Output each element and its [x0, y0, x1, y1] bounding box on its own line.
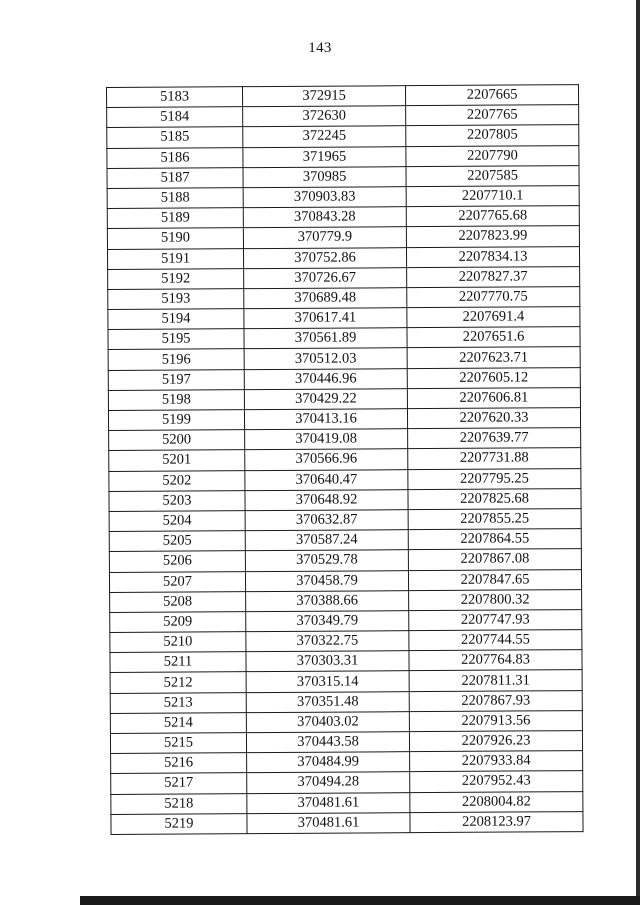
table-row	[110, 650, 582, 673]
scan-right-edge	[636, 0, 640, 905]
x-coordinate-cell: 370726.67	[244, 267, 407, 288]
y-coordinate-cell: 2207691.4	[407, 307, 580, 328]
y-coordinate-cell: 2207731.88	[408, 448, 581, 469]
table-row	[109, 468, 581, 491]
point-number-cell: 5207	[109, 571, 245, 592]
point-number-cell: 5206	[109, 551, 245, 572]
point-number-cell: 5212	[110, 672, 246, 693]
y-coordinate-cell: 2207651.6	[407, 327, 580, 348]
y-coordinate-cell: 2207811.31	[409, 670, 582, 691]
x-coordinate-cell: 370403.02	[246, 711, 409, 732]
y-coordinate-cell: 2207827.37	[407, 266, 580, 287]
x-coordinate-cell: 370587.24	[245, 530, 408, 551]
point-number-cell: 5213	[110, 692, 246, 713]
table-row	[110, 589, 582, 612]
y-coordinate-cell: 2207834.13	[406, 246, 579, 267]
x-coordinate-cell: 370429.22	[244, 388, 407, 409]
table-row	[108, 408, 580, 431]
point-number-cell: 5198	[108, 389, 244, 410]
table-row	[108, 387, 580, 410]
point-number-cell: 5190	[107, 228, 243, 249]
x-coordinate-cell: 372915	[243, 86, 406, 107]
y-coordinate-cell: 2208004.82	[410, 791, 583, 812]
point-number-cell: 5191	[107, 248, 243, 269]
y-coordinate-cell: 2207805	[406, 125, 579, 146]
table-row	[111, 791, 583, 814]
y-coordinate-cell: 2207952.43	[410, 771, 583, 792]
table-row	[107, 246, 579, 269]
x-coordinate-cell: 370512.03	[244, 348, 407, 369]
y-coordinate-cell: 2207864.55	[408, 529, 581, 550]
table-row	[107, 105, 579, 128]
point-number-cell: 5188	[107, 188, 243, 209]
table-row	[109, 569, 581, 592]
x-coordinate-cell: 370481.61	[247, 812, 410, 833]
x-coordinate-cell: 370566.96	[245, 449, 408, 470]
table-row	[108, 327, 580, 350]
table-row	[108, 307, 580, 330]
y-coordinate-cell: 2207623.71	[407, 347, 580, 368]
table-row	[110, 690, 582, 713]
point-number-cell: 5209	[110, 612, 246, 633]
x-coordinate-cell: 370443.58	[246, 732, 409, 753]
x-coordinate-cell: 370640.47	[245, 469, 408, 490]
point-number-cell: 5216	[111, 753, 247, 774]
y-coordinate-cell: 2207933.84	[410, 751, 583, 772]
table-row	[111, 771, 583, 794]
coordinates-table-body	[107, 85, 584, 835]
table-row	[107, 125, 579, 148]
table-row	[110, 609, 582, 632]
point-number-cell: 5197	[108, 369, 244, 390]
x-coordinate-cell: 370419.08	[245, 429, 408, 450]
table-row	[109, 448, 581, 471]
table-row	[107, 206, 579, 229]
x-coordinate-cell: 370351.48	[246, 691, 409, 712]
table-row	[109, 428, 581, 451]
y-coordinate-cell: 2207867.08	[408, 549, 581, 570]
x-coordinate-cell: 370322.75	[246, 631, 409, 652]
y-coordinate-cell: 2207790	[406, 145, 579, 166]
table-row	[109, 529, 581, 552]
x-coordinate-cell: 370752.86	[243, 247, 406, 268]
table-row	[109, 549, 581, 572]
point-number-cell: 5193	[108, 289, 244, 310]
x-coordinate-cell: 372245	[243, 126, 406, 147]
x-coordinate-cell: 370388.66	[246, 590, 409, 611]
x-coordinate-cell: 370529.78	[245, 550, 408, 571]
point-number-cell: 5217	[111, 773, 247, 794]
x-coordinate-cell: 372630	[243, 106, 406, 127]
table-row	[108, 286, 580, 309]
point-number-cell: 5203	[109, 490, 245, 511]
x-coordinate-cell: 370458.79	[245, 570, 408, 591]
point-number-cell: 5189	[107, 208, 243, 229]
point-number-cell: 5195	[108, 329, 244, 350]
point-number-cell: 5194	[108, 309, 244, 330]
y-coordinate-cell: 2207764.83	[409, 650, 582, 671]
table-row	[110, 710, 582, 733]
y-coordinate-cell: 2207747.93	[409, 609, 582, 630]
point-number-cell: 5208	[110, 591, 246, 612]
scan-bottom-edge	[80, 896, 640, 905]
point-number-cell: 5210	[110, 632, 246, 653]
table-row	[107, 165, 579, 188]
y-coordinate-cell: 2207585	[406, 165, 579, 186]
y-coordinate-cell: 2207913.56	[409, 710, 582, 731]
y-coordinate-cell: 2207665	[405, 85, 578, 106]
table-row	[107, 186, 579, 209]
table-row	[111, 811, 583, 834]
point-number-cell: 5200	[109, 430, 245, 451]
x-coordinate-cell: 370484.99	[247, 752, 410, 773]
page-number: 143	[308, 40, 332, 56]
point-number-cell: 5202	[109, 470, 245, 491]
table-row	[108, 367, 580, 390]
x-coordinate-cell: 370315.14	[246, 671, 409, 692]
point-number-cell: 5205	[109, 531, 245, 552]
point-number-cell: 5187	[107, 167, 243, 188]
x-coordinate-cell: 370349.79	[246, 611, 409, 632]
y-coordinate-cell: 2207765.68	[406, 206, 579, 227]
y-coordinate-cell: 2207605.12	[407, 367, 580, 388]
table-row	[107, 226, 579, 249]
point-number-cell: 5211	[110, 652, 246, 673]
x-coordinate-cell: 370413.16	[244, 409, 407, 430]
y-coordinate-cell: 2207765	[406, 105, 579, 126]
table-row	[107, 145, 579, 168]
table-row	[111, 751, 583, 774]
x-coordinate-cell: 370494.28	[247, 772, 410, 793]
y-coordinate-cell: 2207620.33	[407, 408, 580, 429]
point-number-cell: 5196	[108, 349, 244, 370]
table-row	[108, 266, 580, 289]
x-coordinate-cell: 370903.83	[243, 187, 406, 208]
y-coordinate-cell: 2207639.77	[408, 428, 581, 449]
x-coordinate-cell: 370481.61	[247, 792, 410, 813]
y-coordinate-cell: 2207606.81	[407, 387, 580, 408]
y-coordinate-cell: 2207795.25	[408, 468, 581, 489]
y-coordinate-cell: 2207847.65	[408, 569, 581, 590]
x-coordinate-cell: 370843.28	[243, 207, 406, 228]
y-coordinate-cell: 2207710.1	[406, 186, 579, 207]
point-number-cell: 5204	[109, 511, 245, 532]
y-coordinate-cell: 2207744.55	[409, 630, 582, 651]
x-coordinate-cell: 370303.31	[246, 651, 409, 672]
table-row	[110, 731, 582, 754]
y-coordinate-cell: 2207823.99	[406, 226, 579, 247]
x-coordinate-cell: 370617.41	[244, 308, 407, 329]
table-row	[107, 85, 579, 108]
point-number-cell: 5215	[110, 733, 246, 754]
y-coordinate-cell: 2207800.32	[409, 589, 582, 610]
point-number-cell: 5185	[107, 127, 243, 148]
table-row	[110, 630, 582, 653]
table-row	[109, 509, 581, 532]
point-number-cell: 5186	[107, 147, 243, 168]
point-number-cell: 5183	[107, 87, 243, 108]
point-number-cell: 5201	[109, 450, 245, 471]
x-coordinate-cell: 370632.87	[245, 510, 408, 531]
coordinates-table-container	[106, 84, 583, 835]
x-coordinate-cell: 370561.89	[244, 328, 407, 349]
point-number-cell: 5184	[107, 107, 243, 128]
point-number-cell: 5218	[111, 793, 247, 814]
y-coordinate-cell: 2207926.23	[409, 731, 582, 752]
y-coordinate-cell: 2207825.68	[408, 488, 581, 509]
x-coordinate-cell: 370689.48	[244, 288, 407, 309]
point-number-cell: 5199	[108, 410, 244, 431]
table-row	[108, 347, 580, 370]
x-coordinate-cell: 370648.92	[245, 489, 408, 510]
x-coordinate-cell: 370779.9	[243, 227, 406, 248]
y-coordinate-cell: 2208123.97	[410, 811, 583, 832]
point-number-cell: 5192	[108, 268, 244, 289]
coordinates-table	[106, 84, 584, 835]
y-coordinate-cell: 2207855.25	[408, 509, 581, 530]
point-number-cell: 5214	[110, 712, 246, 733]
y-coordinate-cell: 2207770.75	[407, 286, 580, 307]
y-coordinate-cell: 2207867.93	[409, 690, 582, 711]
table-row	[109, 488, 581, 511]
x-coordinate-cell: 371965	[243, 146, 406, 167]
x-coordinate-cell: 370985	[243, 166, 406, 187]
table-row	[110, 670, 582, 693]
point-number-cell: 5219	[111, 813, 247, 834]
x-coordinate-cell: 370446.96	[244, 368, 407, 389]
